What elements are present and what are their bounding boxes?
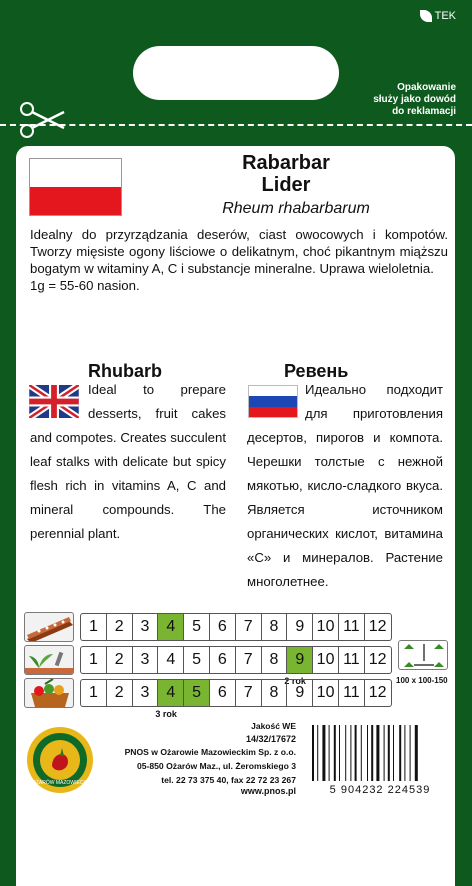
english-heading: Rhubarb — [88, 361, 162, 381]
product-title — [216, 152, 356, 196]
russian-heading: Ревень — [284, 361, 349, 381]
month-cell: 6 — [210, 647, 236, 673]
calendar-row-planting — [24, 646, 392, 686]
month-cell: 6 — [210, 680, 236, 706]
month-strip — [80, 646, 392, 686]
month-cell: 3 — [133, 647, 159, 673]
month-cell: 8 — [262, 680, 288, 706]
barcode-bar — [367, 725, 368, 781]
barcode-bar — [361, 725, 362, 781]
month-cell: 10 — [313, 680, 339, 706]
month-cell: 7 — [236, 614, 262, 640]
barcode-bar — [371, 725, 373, 781]
barcode-bar — [322, 725, 325, 781]
barcode — [306, 721, 454, 795]
hang-hole — [133, 46, 339, 100]
spacing-label: 100 x 100-150 — [396, 676, 448, 685]
russian-description: Идеально подходит для приготовления десертов, пирогов и компота. Черешки толстые с нежной мякотью, кисло-сладкого вкуса. Является источником органических кислот, витамина «С» и минералов. Растение многолетнее. — [247, 382, 443, 589]
seed-packet-card — [16, 146, 455, 886]
barcode-bar — [415, 725, 418, 781]
month-strip — [80, 613, 392, 641]
tek-brand-mark — [420, 10, 456, 22]
month-cell: 12 — [368, 618, 387, 635]
month-cell: 1 — [81, 647, 107, 673]
month-cell: 9 2 rok — [287, 647, 313, 673]
barcode-bar — [317, 725, 318, 781]
complaint-note-line: służy jako dowód — [373, 94, 456, 105]
calendar-row-sowing — [24, 613, 392, 641]
barcode-bar — [312, 725, 314, 781]
calendar-row-harvest — [24, 679, 392, 719]
harvest-basket-icon — [24, 678, 74, 708]
scissors-icon — [18, 100, 66, 140]
address-line: tel. 22 73 375 40, fax 22 72 23 267 — [161, 775, 296, 785]
month-cell: 1 — [81, 614, 107, 640]
barcode-bar — [376, 725, 379, 781]
address-line: 05-850 Ożarów Maz., ul. Żeromskiego 3 — [136, 761, 296, 771]
tek-label: TEK — [434, 10, 456, 22]
month-cell: 5 — [184, 647, 210, 673]
month-cell: 11 — [339, 647, 365, 673]
plant-spacing-icon — [398, 640, 448, 670]
polish-description — [30, 226, 448, 294]
month-cell: 11 — [339, 680, 365, 706]
month-cell: 4 — [158, 647, 184, 673]
english-description: Ideal to prepare desserts, fruit cakes and compotes. Creates succulent leaf stalks with delicate but spicy flesh rich in vitamins A, C and mineral compounds. The perennial plant. — [30, 382, 226, 541]
latin-name: Rheum rhabarbarum — [222, 200, 370, 217]
month-cell: 3 — [133, 614, 159, 640]
cut-line — [0, 124, 472, 126]
complaint-note-line: Opakowanie — [397, 82, 456, 93]
lot-number: 14/32/17672 — [245, 734, 296, 744]
month-cell: 10 — [313, 614, 339, 640]
barcode-bar — [404, 725, 405, 781]
producer-address — [76, 745, 296, 787]
barcode-bar — [345, 725, 346, 781]
month-cell: 5 — [184, 614, 210, 640]
month-cell: 3 — [133, 680, 159, 706]
barcode-bar — [355, 725, 357, 781]
year-note: 2 rok — [284, 676, 306, 686]
month-cell: 2 — [107, 614, 133, 640]
barcode-bar — [350, 725, 351, 781]
month-cell: 8 — [262, 614, 288, 640]
barcode-bar — [339, 725, 340, 781]
logo-text: OŻARÓW MAZOWIECKI — [31, 780, 89, 786]
barcode-bar — [384, 725, 385, 781]
leaf-icon — [420, 10, 432, 22]
month-cell: 4 3 rok — [158, 680, 184, 706]
month-cell: 12 — [368, 651, 387, 668]
seed-weight-note: 1g = 55-60 nasion. — [30, 278, 140, 293]
complaint-note — [336, 82, 456, 118]
complaint-note-line: do reklamacji — [392, 106, 456, 117]
barcode-bar — [334, 725, 336, 781]
seed-tray-icon — [24, 612, 74, 642]
barcode-bar — [399, 725, 401, 781]
barcode-bar — [393, 725, 394, 781]
month-cell: 7 — [236, 647, 262, 673]
year-note: 3 rok — [155, 709, 177, 719]
month-cell: 9 — [287, 680, 313, 706]
website-link[interactable]: www.pnos.pl — [240, 786, 296, 796]
polish-flag-icon — [29, 158, 122, 216]
address-line: PNOS w Ożarowie Mazowieckim Sp. z o.o. — [124, 747, 296, 757]
seedling-icon — [24, 645, 74, 675]
month-cell: 9 — [287, 614, 313, 640]
month-cell: 8 — [262, 647, 288, 673]
product-name: Rabarbar — [242, 152, 330, 174]
month-cell: 4 — [158, 614, 184, 640]
polish-description-text: Idealny do przyrządzania deserów, ciast owocowych i kompotów. Tworzy mięsiste ogony liściowe o delikatnym, choć pikantnym miąższu bogatym w witaminy A, C i substancje mineralne. Uprawa wieloletnia. — [30, 227, 448, 276]
barcode-bar — [410, 725, 411, 781]
month-cell: 2 — [107, 647, 133, 673]
month-cell: 1 — [81, 680, 107, 706]
month-cell: 6 — [210, 614, 236, 640]
month-cell: 11 — [339, 614, 365, 640]
month-cell: 2 — [107, 680, 133, 706]
month-cell: 10 — [313, 647, 339, 673]
product-variety: Lider — [261, 174, 311, 196]
quality-label: Jakość WE — [251, 721, 296, 731]
month-cell: 5 — [184, 680, 210, 706]
month-cell: 7 — [236, 680, 262, 706]
month-cell: 12 — [368, 684, 387, 701]
barcode-bar — [388, 725, 390, 781]
barcode-number: 5 904232 224539 — [329, 784, 431, 795]
barcode-bar — [329, 725, 330, 781]
month-strip — [80, 679, 392, 719]
